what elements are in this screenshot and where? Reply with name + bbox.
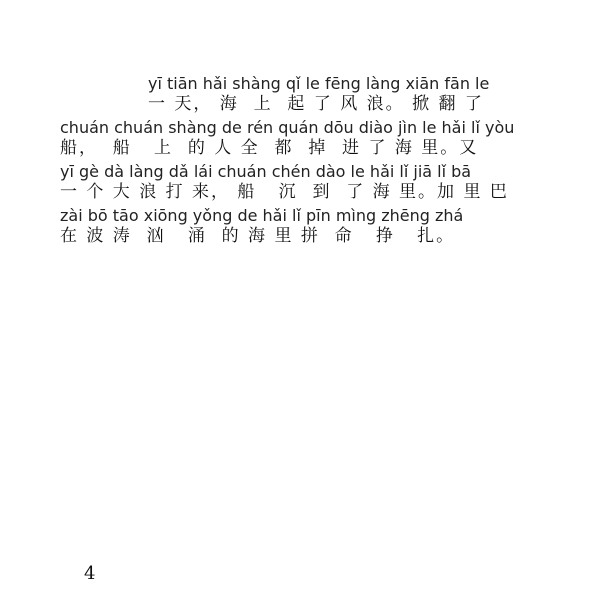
hanzi-line: 船， 船 上 的 人 全 都 掉 进 了 海 里。又 [60, 138, 479, 158]
hanzi-line: 一 个 大 浪 打 来， 船 沉 到 了 海 里。加 里 巴 [60, 182, 509, 202]
hanzi-line: 一 天， 海 上 起 了 风 浪。 掀 翻 了 [148, 94, 484, 114]
hanzi-line: 在 波 涛 汹 涌 的 海 里 拼 命 挣 扎。 [60, 226, 456, 246]
story-text [60, 76, 580, 252]
page-number: 4 [84, 563, 96, 584]
text-line-1 [60, 76, 580, 120]
pinyin-line: chuán chuán shàng de rén quán dōu diào jìn le hǎi lǐ yòu [60, 118, 515, 137]
text-line-3 [60, 164, 580, 208]
text-line-4 [60, 208, 580, 252]
pinyin-line: yī gè dà làng dǎ lái chuán chén dào le hǎi lǐ jiā lǐ bā [60, 162, 472, 181]
pinyin-line: zài bō tāo xiōng yǒng de hǎi lǐ pīn mìng zhēng zhá [60, 206, 464, 225]
pinyin-line: yī tiān hǎi shàng qǐ le fēng làng xiān fān le [148, 74, 490, 93]
text-line-2 [60, 120, 580, 164]
